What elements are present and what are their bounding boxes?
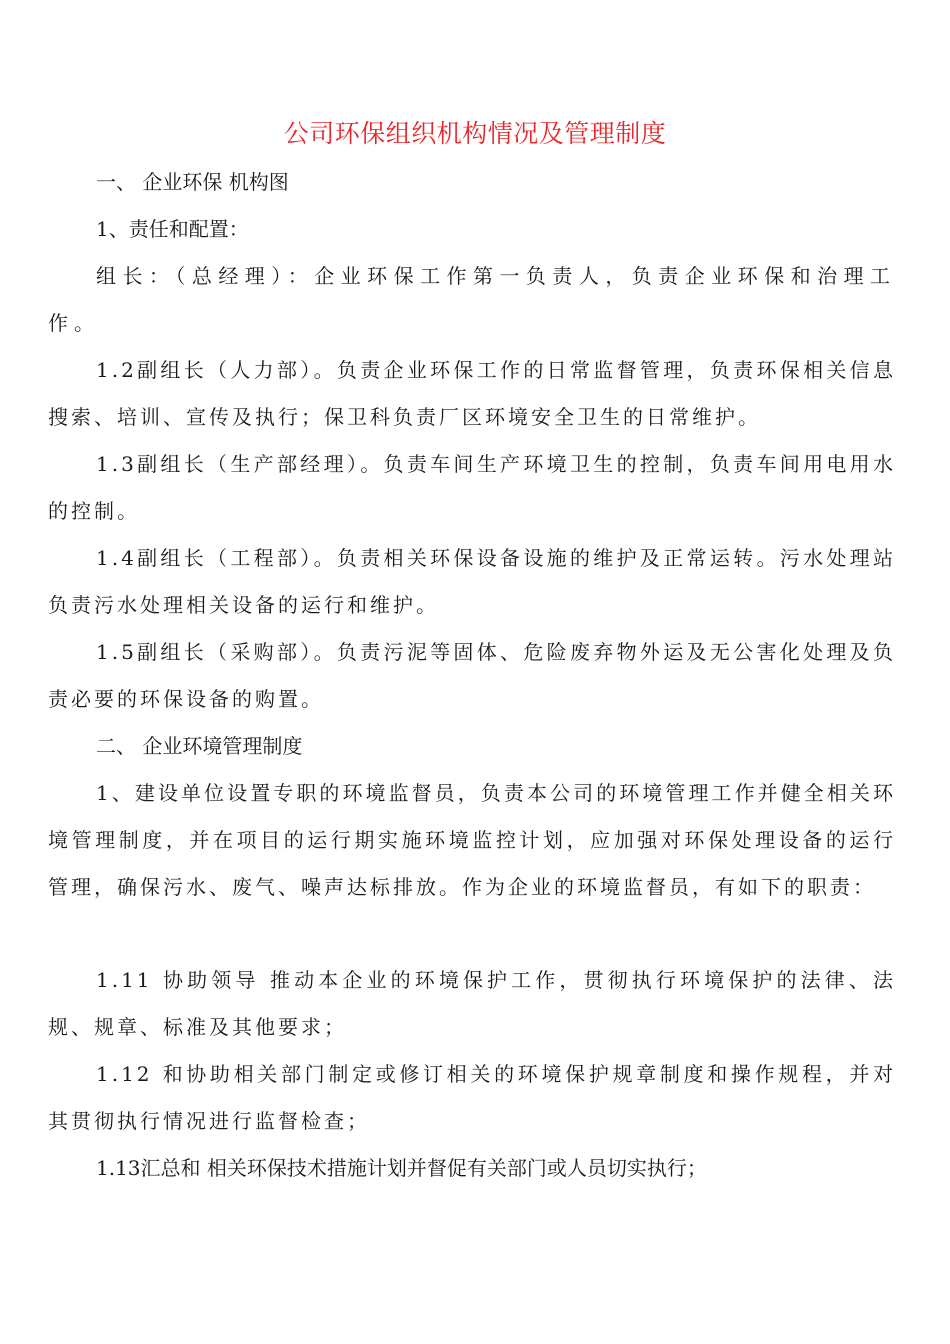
paragraph: 1、责任和配置： — [96, 217, 249, 241]
paragraph: 组长：（总经理）：企业环保工作第一负责人，负责企业环保和治理工作。 — [48, 264, 896, 335]
paragraph: 1.13汇总和 相关环保技术措施计划并督促有关部门或人员切实执行； — [96, 1156, 707, 1180]
paragraph: 1.2副组长（人力部）。负责企业环保工作的日常监督管理，负责环保相关信息搜索、培训、宣传及执行；保卫科负责厂区环境安全卫生的日常维护。 — [48, 358, 896, 429]
section-heading-1: 一、 企业环保 机构图 — [96, 170, 289, 194]
document-title: 公司环保组织机构情况及管理制度 — [283, 119, 667, 148]
section-heading-2: 二、 企业环境管理制度 — [96, 734, 303, 758]
paragraph: 1、建设单位设置专职的环境监督员，负责本公司的环境管理工作并健全相关环境管理制度，并在项目的运行期实施环境监控计划，应加强对环保处理设备的运行管理，确保污水、废气、噪声达标排放。作为企业的环境监督员，有如下的职责： — [48, 781, 896, 899]
paragraph: 1.11 协助领导 推动本企业的环境保护工作，贯彻执行环境保护的法律、法规、规章、标准及其他要求； — [48, 968, 896, 1039]
paragraph: 1.3副组长（生产部经理）。负责车间生产环境卫生的控制，负责车间用电用水的控制。 — [48, 452, 896, 523]
paragraph: 1.5副组长（采购部）。负责污泥等固体、危险废弃物外运及无公害化处理及负责必要的环保设备的购置。 — [48, 640, 896, 711]
paragraph: 1.4副组长（工程部）。负责相关环保设备设施的维护及正常运转。污水处理站负责污水处理相关设备的运行和维护。 — [48, 546, 896, 617]
paragraph: 1.12 和协助相关部门制定或修订相关的环境保护规章制度和操作规程，并对其贯彻执行情况进行监督检查； — [48, 1062, 896, 1133]
